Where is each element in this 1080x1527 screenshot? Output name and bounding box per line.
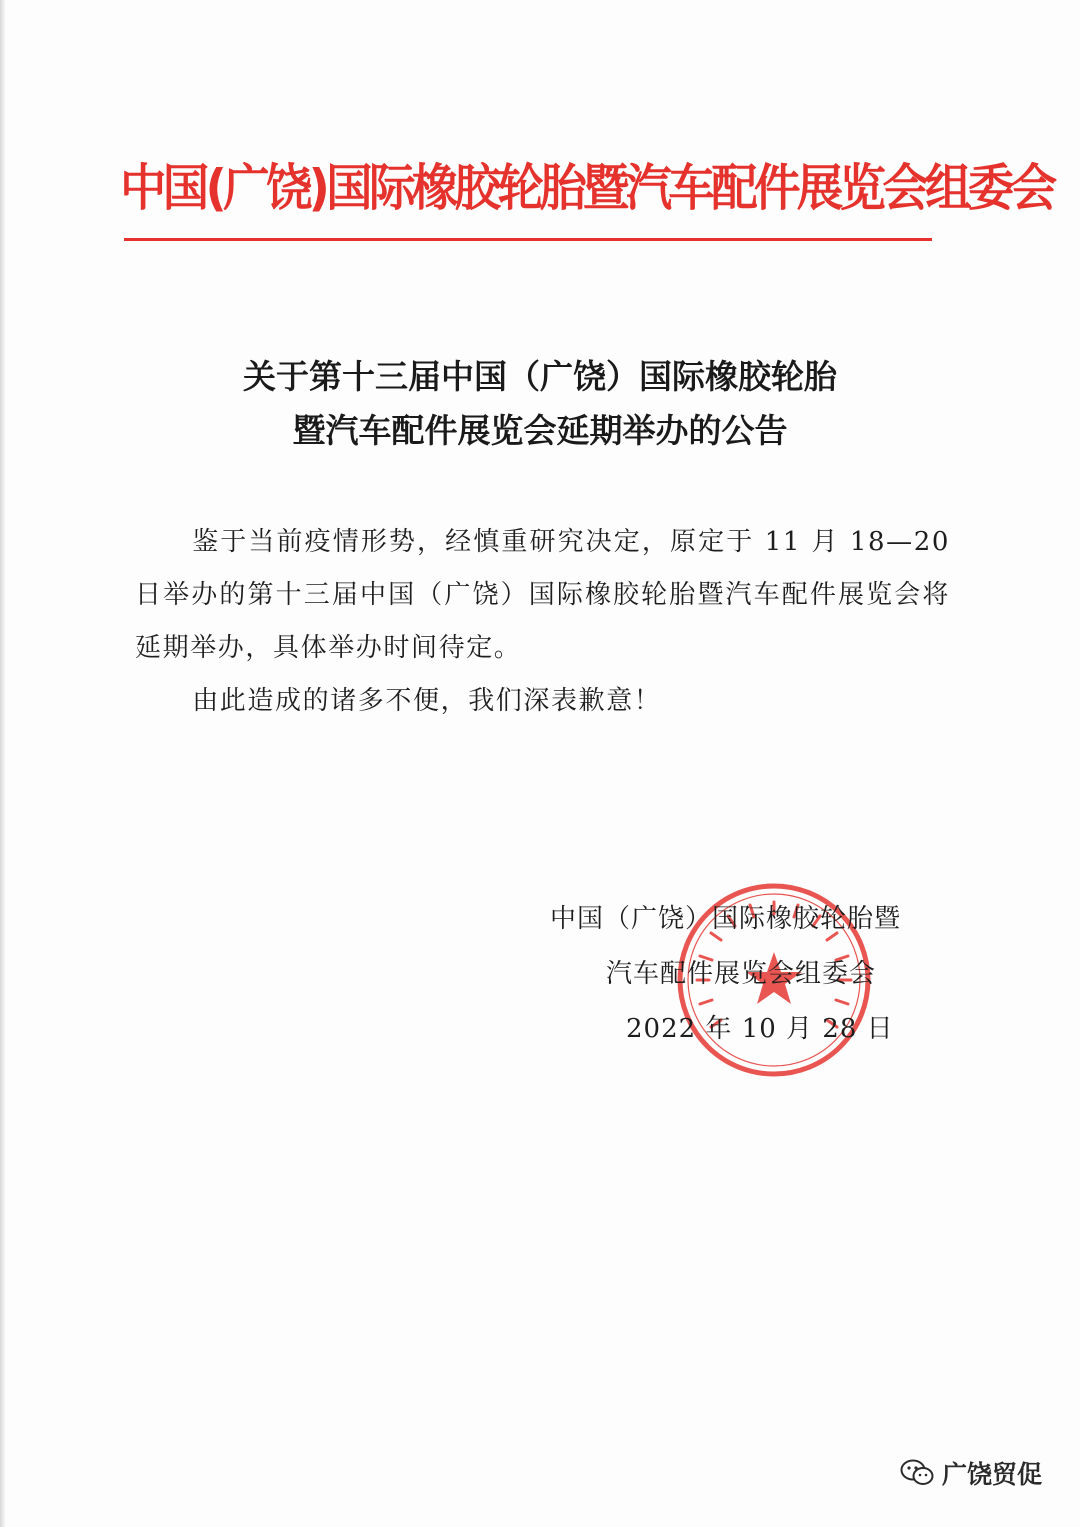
title-line-2: 暨汽车配件展览会延期举办的公告 (292, 411, 788, 450)
watermark-account-name: 广饶贸促 (942, 1460, 1043, 1489)
wechat-icon (900, 1458, 934, 1488)
page-edge-shadow (0, 0, 6, 1527)
body-paragraph-2: 由此造成的诸多不便，我们深表歉意！ (192, 686, 662, 716)
document-body (135, 516, 950, 728)
title-line-1: 关于第十三届中国（广饶）国际橡胶轮胎 (243, 357, 837, 396)
signature-org-line-1: 中国（广饶）国际橡胶轮胎暨 (550, 904, 902, 934)
signature-date: 2022 年 10 月 28 日 (626, 1014, 894, 1044)
letterhead-red-rule (124, 238, 932, 241)
wechat-watermark (900, 1456, 1042, 1490)
signature-block (540, 892, 940, 1057)
body-paragraph-1: 鉴于当前疫情形势，经慎重研究决定，原定于 11 月 18—20 日举办的第十三届中国（广饶）国际橡胶轮胎暨汽车配件展览会将延期举办，具体举办时间待定。 (135, 527, 950, 663)
signature-org-line-2: 汽车配件展览会组委会 (606, 959, 877, 989)
letterhead-org-name: 中国(广饶)国际橡胶轮胎暨汽车配件展览会组委会 (120, 159, 1054, 217)
document-title (100, 350, 980, 458)
